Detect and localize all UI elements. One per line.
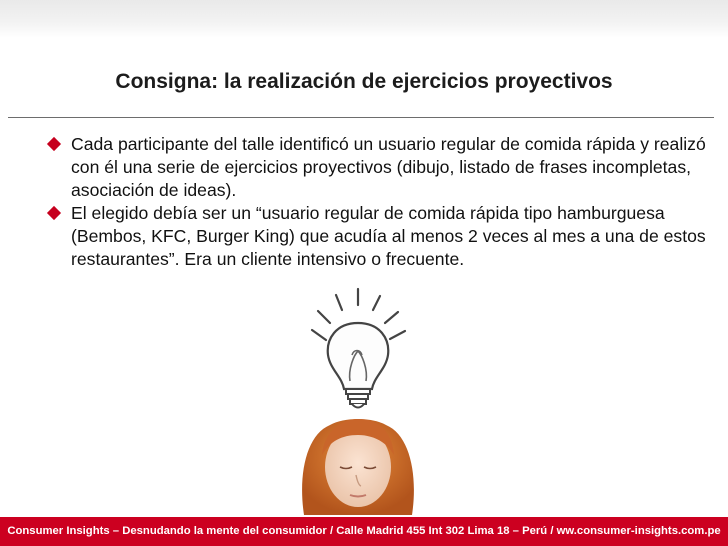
bullet-item <box>46 202 706 271</box>
woman-with-lightbulb-icon <box>260 285 470 515</box>
header-band <box>0 0 728 38</box>
bullet-text: Cada participante del talle identificó un usuario regular de comida rápida y realizó con él una serie de ejercicios proyectivos (dibujo, listado de frases incompletas, asociación de ideas). <box>71 134 706 200</box>
bullet-list <box>46 133 706 271</box>
title-divider <box>8 117 714 118</box>
footer-bar: Consumer Insights – Desnudando la mente del consumidor / Calle Madrid 455 Int 302 Lima 18 – Perú / ww.consumer-insights.com.pe <box>0 517 728 546</box>
bullet-item <box>46 133 706 202</box>
diamond-bullet-icon <box>47 206 61 220</box>
diamond-bullet-icon <box>47 137 61 151</box>
bullet-text: El elegido debía ser un “usuario regular de comida rápida tipo hamburguesa (Bembos, KFC, Burger King) que acudía al menos 2 veces al mes a una de estos restaurantes”. Era un cliente intensivo o frecuente. <box>71 203 706 269</box>
slide-title: Consigna: la realización de ejercicios proyectivos <box>115 70 613 93</box>
